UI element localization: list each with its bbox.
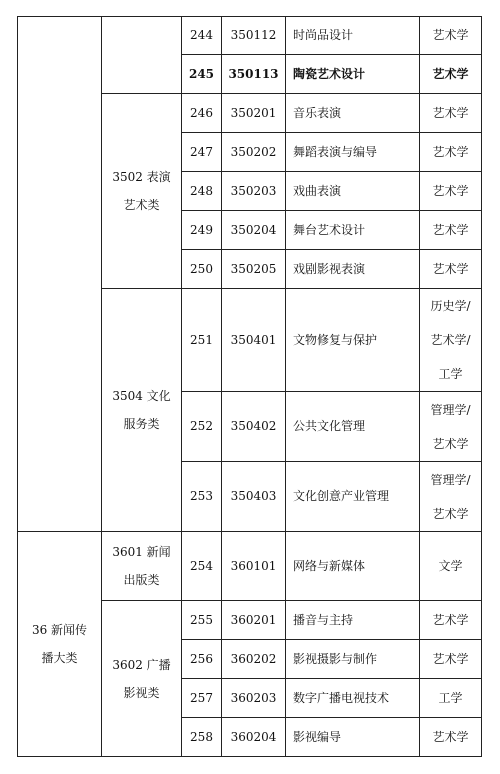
row-number: 254	[182, 532, 222, 601]
row-number: 253	[182, 462, 222, 532]
degree-line: 艺术学	[432, 66, 469, 81]
subcategory-cultural-services: 3504 文化服务类	[102, 289, 182, 532]
degree-type	[420, 392, 482, 462]
major-name: 文物修复与保护	[286, 289, 420, 392]
subcategory-press-publishing: 3601 新闻出版类	[102, 532, 182, 601]
degree-line: 艺术学	[432, 612, 469, 627]
subcategory-cell-blank	[102, 17, 182, 94]
major-catalog-table	[17, 16, 482, 757]
major-code: 360203	[222, 679, 286, 718]
degree-line: 艺术学	[432, 105, 469, 120]
degree-type	[420, 718, 482, 757]
row-number: 257	[182, 679, 222, 718]
category-journalism: 36 新闻传播大类	[18, 532, 102, 757]
degree-line: 管理学/	[430, 402, 471, 417]
degree-line: 艺术学	[432, 506, 469, 521]
degree-type	[420, 601, 482, 640]
subcategory-broadcast-tv: 3602 广播影视类	[102, 601, 182, 757]
major-code: 350113	[222, 55, 286, 94]
row-number: 244	[182, 17, 222, 55]
major-name: 舞台艺术设计	[286, 211, 420, 250]
degree-type	[420, 55, 482, 94]
degree-type	[420, 462, 482, 532]
major-name: 网络与新媒体	[286, 532, 420, 601]
degree-line: 艺术学	[432, 183, 469, 198]
major-code: 360202	[222, 640, 286, 679]
major-code: 350403	[222, 462, 286, 532]
major-code: 350204	[222, 211, 286, 250]
row-number: 258	[182, 718, 222, 757]
row-number: 252	[182, 392, 222, 462]
degree-type	[420, 172, 482, 211]
major-name: 数字广播电视技术	[286, 679, 420, 718]
major-code: 360101	[222, 532, 286, 601]
row-number: 248	[182, 172, 222, 211]
major-name: 戏曲表演	[286, 172, 420, 211]
degree-type	[420, 17, 482, 55]
degree-line: 艺术学	[432, 651, 469, 666]
row-number: 250	[182, 250, 222, 289]
row-number: 256	[182, 640, 222, 679]
major-name: 播音与主持	[286, 601, 420, 640]
row-number: 246	[182, 94, 222, 133]
degree-type	[420, 289, 482, 392]
major-code: 360204	[222, 718, 286, 757]
degree-line: 历史学/	[430, 299, 471, 313]
degree-line: 艺术学	[432, 222, 469, 237]
major-name: 时尚品设计	[286, 17, 420, 55]
major-name: 陶瓷艺术设计	[286, 55, 420, 94]
degree-line: 艺术学	[432, 436, 469, 451]
degree-type	[420, 211, 482, 250]
degree-line: 艺术学	[432, 261, 469, 276]
major-name: 影视编导	[286, 718, 420, 757]
major-code: 350402	[222, 392, 286, 462]
major-name: 公共文化管理	[286, 392, 420, 462]
degree-type	[420, 250, 482, 289]
degree-type	[420, 640, 482, 679]
table-row	[18, 532, 482, 601]
row-number: 255	[182, 601, 222, 640]
row-number: 249	[182, 211, 222, 250]
degree-line: 艺术学	[432, 28, 469, 42]
major-code: 360201	[222, 601, 286, 640]
major-name: 影视摄影与制作	[286, 640, 420, 679]
degree-type	[420, 532, 482, 601]
major-code: 350202	[222, 133, 286, 172]
degree-line: 艺术学	[432, 729, 469, 744]
degree-type	[420, 679, 482, 718]
major-name: 音乐表演	[286, 94, 420, 133]
row-number: 251	[182, 289, 222, 392]
degree-line: 艺术学	[432, 144, 469, 159]
row-number: 247	[182, 133, 222, 172]
category-cell-blank	[18, 17, 102, 532]
major-code: 350205	[222, 250, 286, 289]
degree-line: 艺术学/	[430, 333, 471, 347]
subcategory-performing-arts: 3502 表演艺术类	[102, 94, 182, 289]
row-number: 245	[182, 55, 222, 94]
major-code: 350203	[222, 172, 286, 211]
degree-line: 工学	[438, 367, 463, 381]
degree-line: 文学	[438, 558, 463, 573]
table-row	[18, 17, 482, 55]
degree-type	[420, 133, 482, 172]
major-name: 舞蹈表演与编导	[286, 133, 420, 172]
degree-line: 工学	[438, 690, 463, 705]
degree-type	[420, 94, 482, 133]
degree-line: 管理学/	[430, 472, 471, 487]
major-code: 350401	[222, 289, 286, 392]
major-name: 文化创意产业管理	[286, 462, 420, 532]
major-code: 350112	[222, 17, 286, 55]
major-name: 戏剧影视表演	[286, 250, 420, 289]
major-code: 350201	[222, 94, 286, 133]
